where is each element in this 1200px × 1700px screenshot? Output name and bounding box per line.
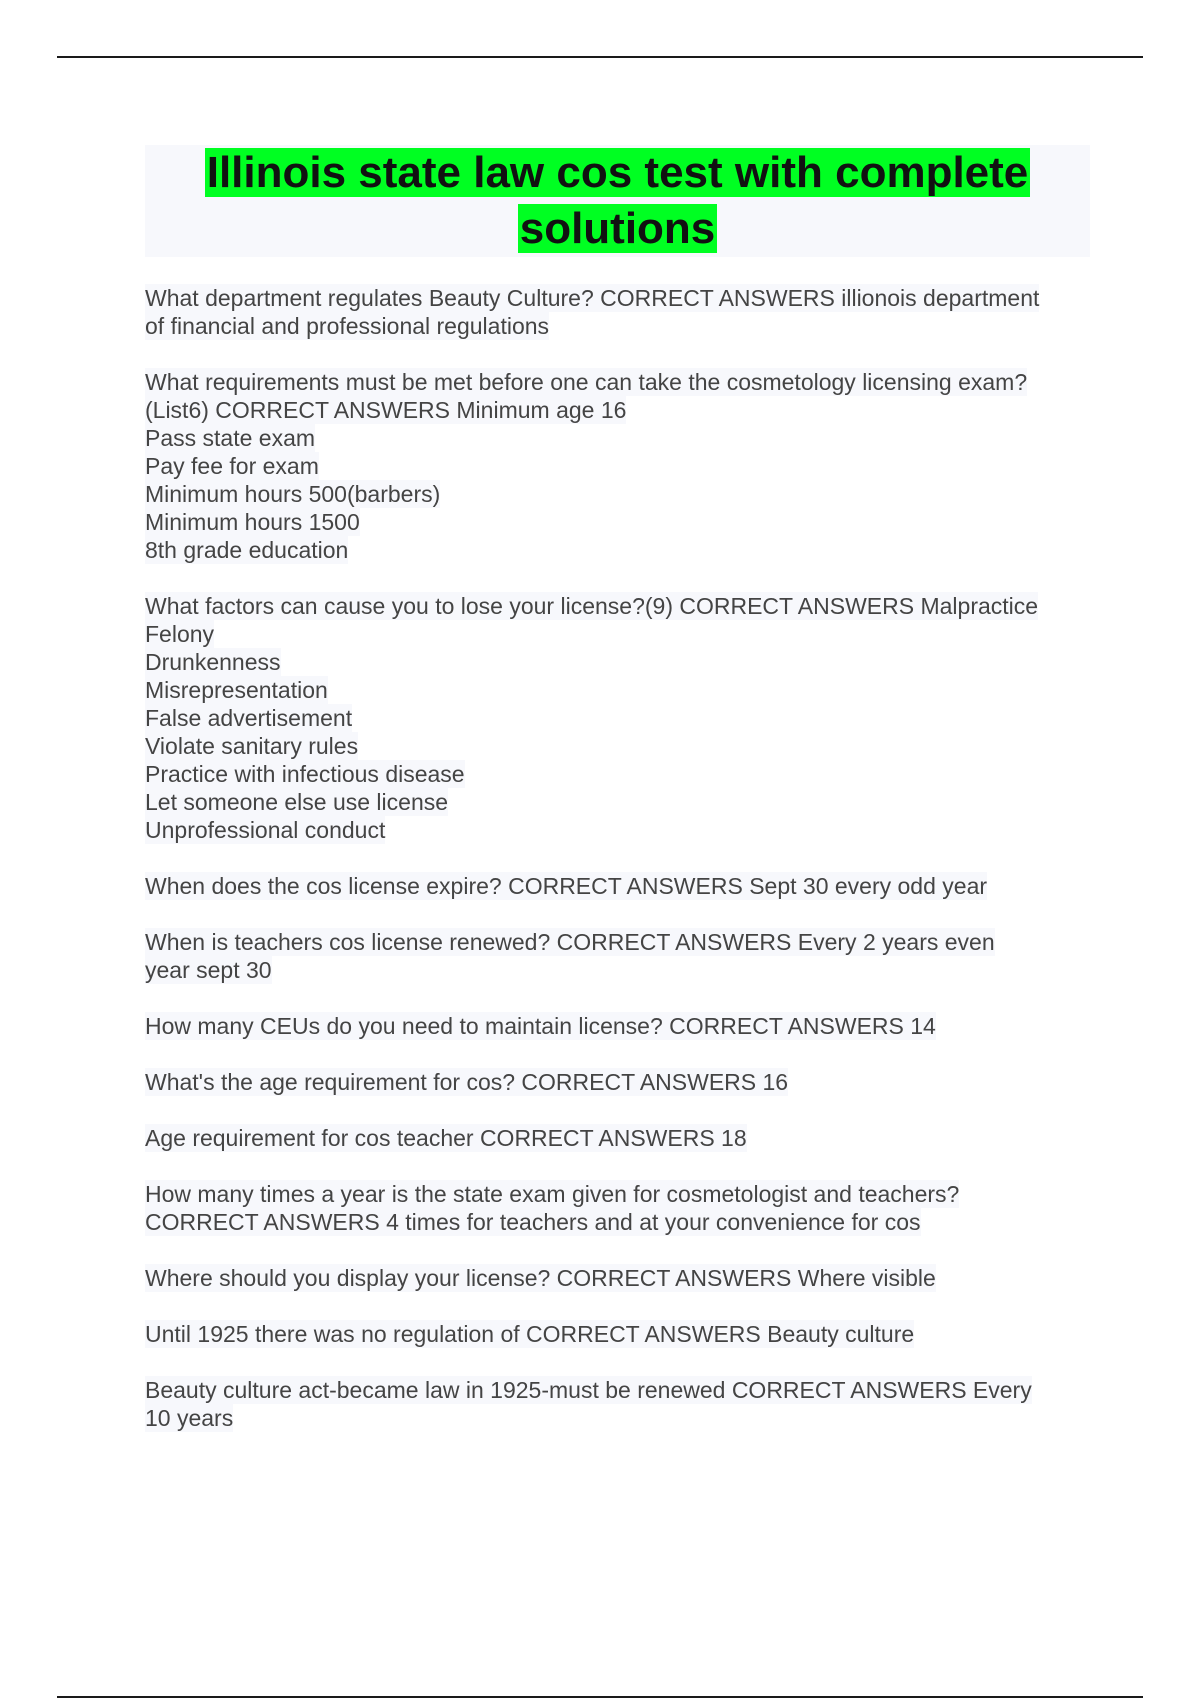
qa-line: What department regulates Beauty Culture? CORRECT ANSWERS illionois department bbox=[145, 285, 1040, 311]
qa-line: When does the cos license expire? CORRECT ANSWERS Sept 30 every odd year bbox=[145, 873, 988, 899]
qa-line: False advertisement bbox=[145, 705, 353, 731]
qa-line: Until 1925 there was no regulation of CORRECT ANSWERS Beauty culture bbox=[145, 1321, 915, 1347]
qa-line: Pass state exam bbox=[145, 425, 316, 451]
qa-line: Drunkenness bbox=[145, 649, 281, 675]
qa-line: Practice with infectious disease bbox=[145, 761, 465, 787]
qa-line: Beauty culture act-became law in 1925-must be renewed CORRECT ANSWERS Every bbox=[145, 1377, 1032, 1403]
qa-item bbox=[145, 1264, 1090, 1292]
qa-line: How many CEUs do you need to maintain license? CORRECT ANSWERS 14 bbox=[145, 1013, 936, 1039]
qa-item bbox=[145, 1320, 1090, 1348]
qa-item bbox=[145, 592, 1090, 844]
qa-line: 8th grade education bbox=[145, 537, 349, 563]
qa-line: What factors can cause you to lose your license?(9) CORRECT ANSWERS Malpractice bbox=[145, 593, 1039, 619]
qa-item bbox=[145, 1180, 1090, 1236]
qa-item bbox=[145, 1124, 1090, 1152]
qa-line: What's the age requirement for cos? CORRECT ANSWERS 16 bbox=[145, 1069, 789, 1095]
qa-line: (List6) CORRECT ANSWERS Minimum age 16 bbox=[145, 397, 627, 423]
qa-line: How many times a year is the state exam given for cosmetologist and teachers? bbox=[145, 1181, 960, 1207]
qa-line: Age requirement for cos teacher CORRECT ANSWERS 18 bbox=[145, 1125, 747, 1151]
qa-line: Where should you display your license? CORRECT ANSWERS Where visible bbox=[145, 1265, 936, 1291]
qa-line: of financial and professional regulations bbox=[145, 313, 550, 339]
title-line-1: Illinois state law cos test with complete bbox=[206, 148, 1029, 197]
qa-list bbox=[145, 284, 1090, 1432]
qa-item bbox=[145, 284, 1090, 340]
qa-line: What requirements must be met before one can take the cosmetology licensing exam? bbox=[145, 369, 1028, 395]
footer-rule bbox=[57, 1696, 1143, 1698]
qa-line: Misrepresentation bbox=[145, 677, 328, 703]
header-rule bbox=[57, 56, 1143, 58]
qa-line: Unprofessional conduct bbox=[145, 817, 386, 843]
title-block bbox=[145, 145, 1090, 257]
qa-line: Felony bbox=[145, 621, 215, 647]
qa-line: Minimum hours 1500 bbox=[145, 509, 360, 535]
qa-item bbox=[145, 1376, 1090, 1432]
qa-line: CORRECT ANSWERS 4 times for teachers and at your convenience for cos bbox=[145, 1209, 921, 1235]
qa-line: Violate sanitary rules bbox=[145, 733, 359, 759]
qa-item bbox=[145, 872, 1090, 900]
title-line-2: solutions bbox=[519, 204, 716, 253]
qa-line: Pay fee for exam bbox=[145, 453, 319, 479]
document-title bbox=[155, 145, 1080, 257]
qa-line: Minimum hours 500(barbers) bbox=[145, 481, 441, 507]
document-body bbox=[145, 145, 1090, 1460]
qa-line: When is teachers cos license renewed? CORRECT ANSWERS Every 2 years even bbox=[145, 929, 995, 955]
qa-line: year sept 30 bbox=[145, 957, 272, 983]
qa-line: 10 years bbox=[145, 1405, 234, 1431]
qa-line: Let someone else use license bbox=[145, 789, 449, 815]
qa-item bbox=[145, 928, 1090, 984]
qa-item bbox=[145, 1068, 1090, 1096]
qa-item bbox=[145, 368, 1090, 564]
qa-item bbox=[145, 1012, 1090, 1040]
